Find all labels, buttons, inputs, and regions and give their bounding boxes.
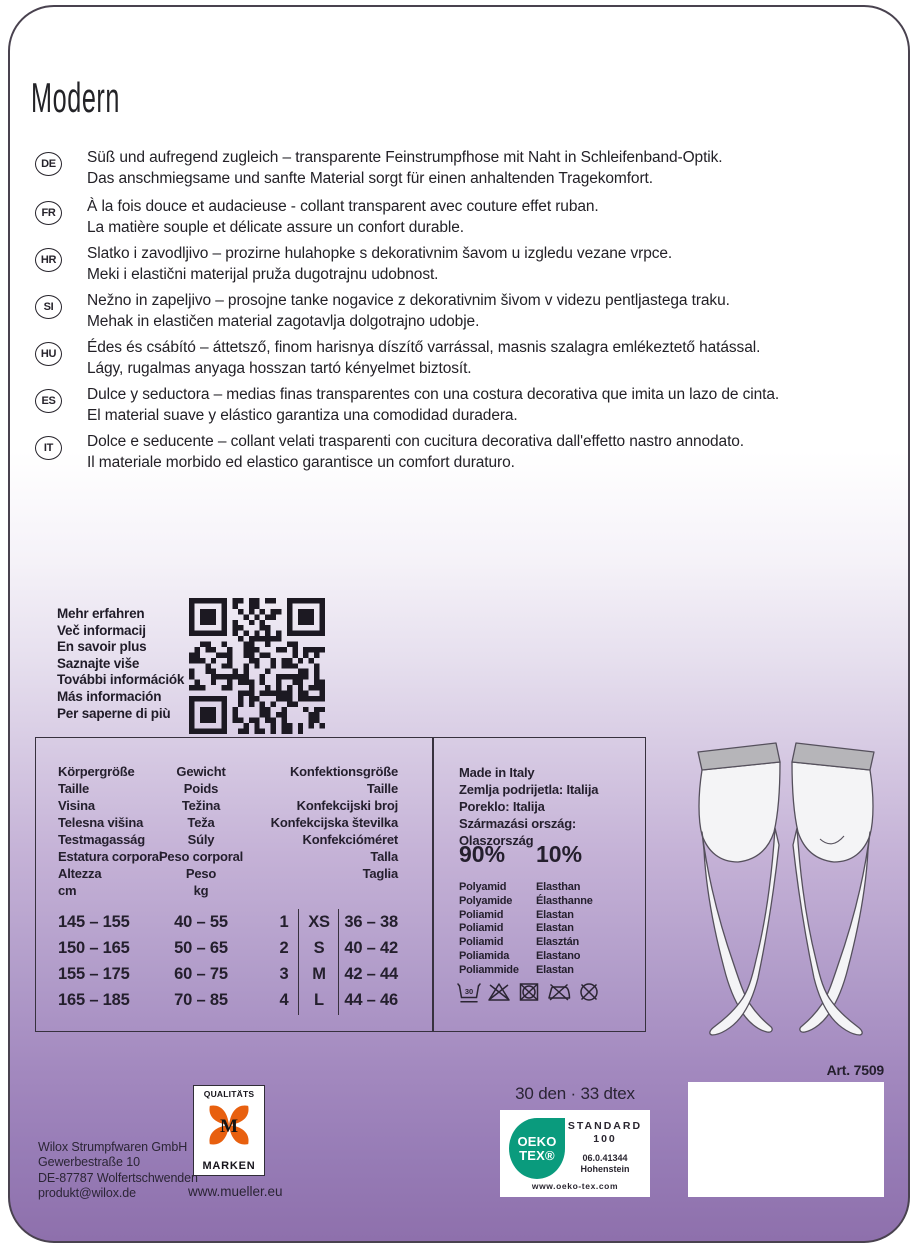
header-line: Estatura corporal xyxy=(58,849,163,864)
address-line: Gewerbestraße 10 xyxy=(38,1155,140,1170)
language-badge-hu: HU xyxy=(35,342,62,366)
description-line: Meki i elastični materijal pruža dugotrajnu udobnost. xyxy=(87,266,439,283)
tights-illustration xyxy=(652,740,902,1040)
header-line: Taglia xyxy=(362,866,398,881)
header-line: Peso xyxy=(185,866,217,881)
table-cell-height: 155 – 175 xyxy=(58,965,130,983)
svg-text:30: 30 xyxy=(464,987,474,997)
language-badge-de: DE xyxy=(35,152,62,176)
table-cell-num: 1 xyxy=(279,913,289,931)
do-not-tumble-dry-icon xyxy=(517,980,541,1006)
material-line: Poliamid xyxy=(459,908,504,921)
header-line: Telesna višina xyxy=(58,815,144,830)
description-line: El material suave y elástico garantiza una comodidad duradera. xyxy=(87,407,518,424)
table-cell-conf: 44 – 46 xyxy=(344,991,398,1009)
care-symbols xyxy=(457,980,601,1006)
table-cell-weight: 70 – 85 xyxy=(174,991,228,1009)
language-badge-si: SI xyxy=(35,295,62,319)
more-info-label: Saznajte više xyxy=(57,655,140,671)
quality-logo-letter: M xyxy=(219,1116,239,1138)
description-line: Mehak in elastičen material zagotavlja dolgotrajno udobje. xyxy=(87,313,480,330)
language-badge-hr: HR xyxy=(35,248,62,272)
header-line: Altezza xyxy=(58,866,102,881)
oeko-number: 100 xyxy=(593,1133,617,1145)
table-cell-num: 2 xyxy=(279,939,289,957)
material-line: Elastan xyxy=(536,963,574,976)
origin-line: Made in Italy xyxy=(459,765,535,780)
tights-back-view xyxy=(792,743,874,1035)
quality-logo-flower-icon xyxy=(206,1102,252,1148)
description-line: Süß und aufregend zugleich – transparente Feinstrumpfhose mit Naht in Schleifenband-Optik. xyxy=(87,149,723,166)
denier-label: 30 den · 33 dtex xyxy=(515,1084,635,1103)
more-info-label: Mehr erfahren xyxy=(57,606,145,621)
description-line: La matière souple et délicate assure un confort durable. xyxy=(87,219,464,236)
unit-cm: cm xyxy=(58,883,77,898)
language-section-es xyxy=(35,384,895,426)
oeko-tex-logo xyxy=(509,1118,565,1179)
header-line: Konfekcióméret xyxy=(302,832,398,847)
do-not-iron-icon xyxy=(547,980,571,1006)
language-section-fr xyxy=(35,196,895,238)
header-line: Konfekcijski broj xyxy=(296,798,398,813)
material-line: Polyamide xyxy=(459,894,513,907)
language-section-de xyxy=(35,147,895,189)
description-line: Slatko i zavodljivo – prozirne hulahopke s dekorativnim šavom u izgledu vezane vrpce. xyxy=(87,245,673,262)
header-line: Súly xyxy=(187,832,215,847)
quality-logo-bottom-text: MARKEN xyxy=(202,1160,256,1172)
oeko-url: www.oeko-tex.com xyxy=(531,1181,619,1191)
table-cell-letter: L xyxy=(314,991,324,1009)
header-line: Konfekcijska številka xyxy=(270,815,398,830)
table-cell-height: 145 – 155 xyxy=(58,913,130,931)
tights-front-view xyxy=(698,743,780,1035)
size-divider xyxy=(298,909,299,1015)
blank-label-box xyxy=(688,1082,884,1197)
mueller-website: www.mueller.eu xyxy=(188,1184,283,1199)
address-line: Wilox Strumpfwaren GmbH xyxy=(38,1140,188,1154)
header-line: Taille xyxy=(58,781,90,796)
address-line: produkt@wilox.de xyxy=(38,1186,136,1201)
description-line: Nežno in zapeljivo – prosojne tanke nogavice z dekorativnim šivom v videzu pentljastega traku. xyxy=(87,292,730,309)
oeko-tex-label xyxy=(500,1110,650,1197)
description-line: Das anschmiegsame und sanfte Material sorgt für einen anhaltenden Tragekomfort. xyxy=(87,170,653,187)
table-cell-letter: M xyxy=(312,965,326,983)
table-cell-conf: 40 – 42 xyxy=(344,939,398,957)
header-line: Taille xyxy=(366,781,398,796)
size-table xyxy=(35,737,646,1032)
language-section-hu xyxy=(35,337,895,379)
wash-30-icon xyxy=(457,980,481,1006)
more-info-labels xyxy=(57,606,184,722)
table-cell-letter: XS xyxy=(308,913,330,931)
table-cell-height: 165 – 185 xyxy=(58,991,130,1009)
more-info-label: További információk xyxy=(57,672,185,688)
header-line: Talla xyxy=(370,849,398,864)
language-badge-fr: FR xyxy=(35,201,62,225)
header-line: Teža xyxy=(187,815,215,830)
more-info-label: Más información xyxy=(57,688,162,704)
table-cell-conf: 36 – 38 xyxy=(344,913,398,931)
description-line: À la fois douce et audacieuse - collant transparent avec couture effet ruban. xyxy=(87,198,599,215)
address-line: DE-87787 Wolfertschwenden xyxy=(38,1170,198,1185)
table-cell-letter: S xyxy=(313,939,325,957)
qr-code xyxy=(189,598,325,734)
origin-block xyxy=(459,764,645,849)
description-line: Dulce y seductora – medias finas transparentes con una costura decorativa que imita un lazo de cinta. xyxy=(87,386,780,403)
more-info-label: Več informacij xyxy=(57,622,146,638)
table-cell-conf: 42 – 44 xyxy=(344,965,398,983)
oeko-institute: Hohenstein xyxy=(580,1164,630,1174)
company-address xyxy=(38,1140,198,1202)
table-cell-weight: 60 – 75 xyxy=(174,965,228,983)
origin-line: Származási ország: Olaszország xyxy=(459,816,577,848)
material-line: Poliamid xyxy=(459,936,504,949)
description-line: Dolce e seducente – collant velati trasparenti con cucitura decorativa dall'effetto nastro annodato. xyxy=(87,433,745,450)
origin-line: Poreklo: Italija xyxy=(459,799,545,814)
header-line: Körpergröße xyxy=(58,764,135,779)
material-line: Poliamid xyxy=(459,922,504,935)
composition-percent-elastane: 10% xyxy=(536,841,583,867)
header-line: Težina xyxy=(181,798,221,813)
material-line: Poliamida xyxy=(459,949,510,962)
description-line: Il materiale morbido ed elastico garantisce un comfort duraturo. xyxy=(87,454,515,471)
material-line: Elastan xyxy=(536,922,574,935)
quality-brands-logo xyxy=(193,1085,265,1176)
table-cell-num: 3 xyxy=(279,965,289,983)
header-line: Visina xyxy=(58,798,95,813)
header-line: Poids xyxy=(183,781,219,796)
table-cell-weight: 50 – 65 xyxy=(174,939,228,957)
more-info-label: En savoir plus xyxy=(57,639,147,655)
description-line: Édes és csábító – áttetsző, finom harisnya díszítő varrással, masnis szalagra emlékeztető hatással. xyxy=(87,339,761,356)
material-line: Poliammide xyxy=(459,963,519,976)
table-cell-weight: 40 – 55 xyxy=(174,913,228,931)
material-line: Polyamid xyxy=(459,881,507,893)
material-line: Elastano xyxy=(536,949,581,962)
material-list-polyamide xyxy=(459,881,519,978)
unit-kg: kg xyxy=(193,883,209,898)
product-title: Modern xyxy=(31,74,121,121)
material-list-elastane xyxy=(536,881,593,978)
material-line: Élasthanne xyxy=(536,894,593,907)
oeko-cert-number: 06.0.41344 xyxy=(582,1153,628,1163)
table-divider xyxy=(432,738,434,1031)
header-line: Konfektionsgröße xyxy=(289,764,398,779)
oeko-brand-line: TEX® xyxy=(519,1147,555,1163)
description-line: Lágy, rugalmas anyaga hosszan tartó kényelmet biztosít. xyxy=(87,360,472,377)
article-number: Art. 7509 xyxy=(826,1062,884,1078)
language-section-it xyxy=(35,431,895,473)
material-line: Elasthan xyxy=(536,881,581,893)
oeko-brand-line: OEKO xyxy=(517,1133,557,1149)
composition-percent-polyamide: 90% xyxy=(459,841,506,867)
do-not-dry-clean-icon xyxy=(577,980,601,1006)
language-badge-it: IT xyxy=(35,436,62,460)
origin-line: Zemlja podrijetla: Italija xyxy=(459,782,599,797)
language-section-si xyxy=(35,290,895,332)
table-cell-height: 150 – 165 xyxy=(58,939,130,957)
size-column-header xyxy=(198,763,398,882)
header-line: Peso corporal xyxy=(158,849,244,864)
oeko-standard-block xyxy=(564,1120,646,1175)
quality-logo-top-text: QUALITÄTS xyxy=(203,1089,255,1099)
header-line: Testmagasság xyxy=(58,832,145,847)
material-line: Elastan xyxy=(536,908,574,921)
do-not-bleach-icon xyxy=(487,980,511,1006)
table-cell-num: 4 xyxy=(279,991,289,1009)
material-line: Elasztán xyxy=(536,936,580,949)
language-badge-es: ES xyxy=(35,389,62,413)
language-section-hr xyxy=(35,243,895,285)
more-info-label: Per saperne di più xyxy=(57,705,171,721)
header-line: Gewicht xyxy=(176,764,226,779)
oeko-standard: STANDARD xyxy=(567,1120,643,1132)
